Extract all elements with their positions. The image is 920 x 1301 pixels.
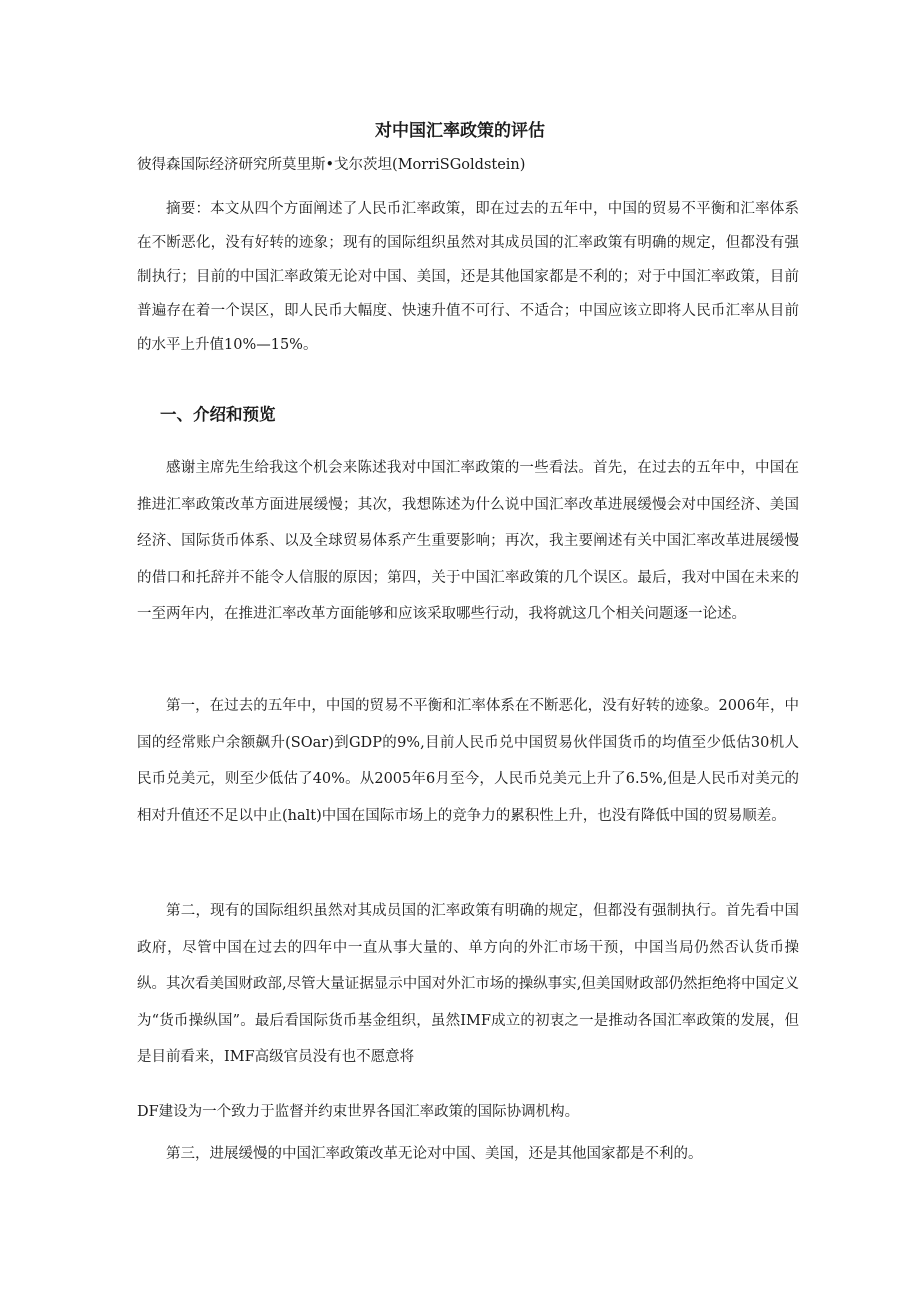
- author-line: 彼得森国际经济研究所莫里斯•戈尔茨坦(MorriSGoldstein): [137, 157, 526, 173]
- document-title: 对中国汇率政策的评估: [375, 121, 545, 141]
- body-paragraph-first: 第一，在过去的五年中，中国的贸易不平衡和汇率体系在不断恶化，没有好转的迹象。2006年，中国的经常账户余额飙升(SOar)到GDP的9%,目前人民币兑中国贸易伙伴国货币的均值至少低估30机人民币兑美元，则至少低估了40%。从2005年6月至今，人民币兑美元上升了6.5%,但是人民币对美元的相对升值还不足以中止(halt)中国在国际市场上的竞争力的累积性上升，也没有降低中国的贸易顺差。: [137, 698, 799, 824]
- body-paragraph-second: 第二，现有的国际组织虽然对其成员国的汇率政策有明确的规定，但都没有强制执行。首先看中国政府，尽管中国在过去的四年中一直从事大量的、单方向的外汇市场干预，中国当局仍然否认货币操纵。其次看美国财政部,尽管大量证据显示中国对外汇市场的操纵事实,但美国财政部仍然拒绝将中国定义为“货币操纵国”。最后看国际货币基金组织，虽然IMF成立的初衷之一是推动各国汇率政策的发展，但是目前看来，IMF高级官员没有也不愿意将: [137, 903, 799, 1065]
- section-heading: 一、介绍和预览: [160, 405, 276, 424]
- body-paragraph-third: 第三，进展缓慢的中国汇率政策改革无论对中国、美国，还是其他国家都是不利的。: [166, 1146, 703, 1162]
- abstract-paragraph: 摘要：本文从四个方面阐述了人民币汇率政策，即在过去的五年中，中国的贸易不平衡和汇率体系在不断恶化，没有好转的迹象；现有的国际组织虽然对其成员国的汇率政策有明确的规定，但都没有强制执行；目前的中国汇率政策无论对中国、美国，还是其他国家都是不利的；对于中国汇率政策，目前普遍存在着一个误区，即人民币大幅度、快速升值不可行、不适合；中国应该立即将人民币汇率从目前的水平上升值10%—15%。: [137, 201, 799, 353]
- body-paragraph-intro: 感谢主席先生给我这个机会来陈述我对中国汇率政策的一些看法。首先，在过去的五年中，中国在推进汇率政策改革方面进展缓慢；其次，我想陈述为什么说中国汇率改革进展缓慢会对中国经济、美国经济、国际货币体系、以及全球贸易体系产生重要影响；再次，我主要阐述有关中国汇率改革进展缓慢的借口和托辞并不能令人信服的原因；第四，关于中国汇率政策的几个误区。最后，我对中国在未来的一至两年内，在推进汇率改革方面能够和应该采取哪些行动，我将就这几个相关问题逐一论述。: [137, 460, 799, 622]
- body-paragraph-continuation: DF建设为一个致力于监督并约束世界各国汇率政策的国际协调机构。: [137, 1104, 580, 1120]
